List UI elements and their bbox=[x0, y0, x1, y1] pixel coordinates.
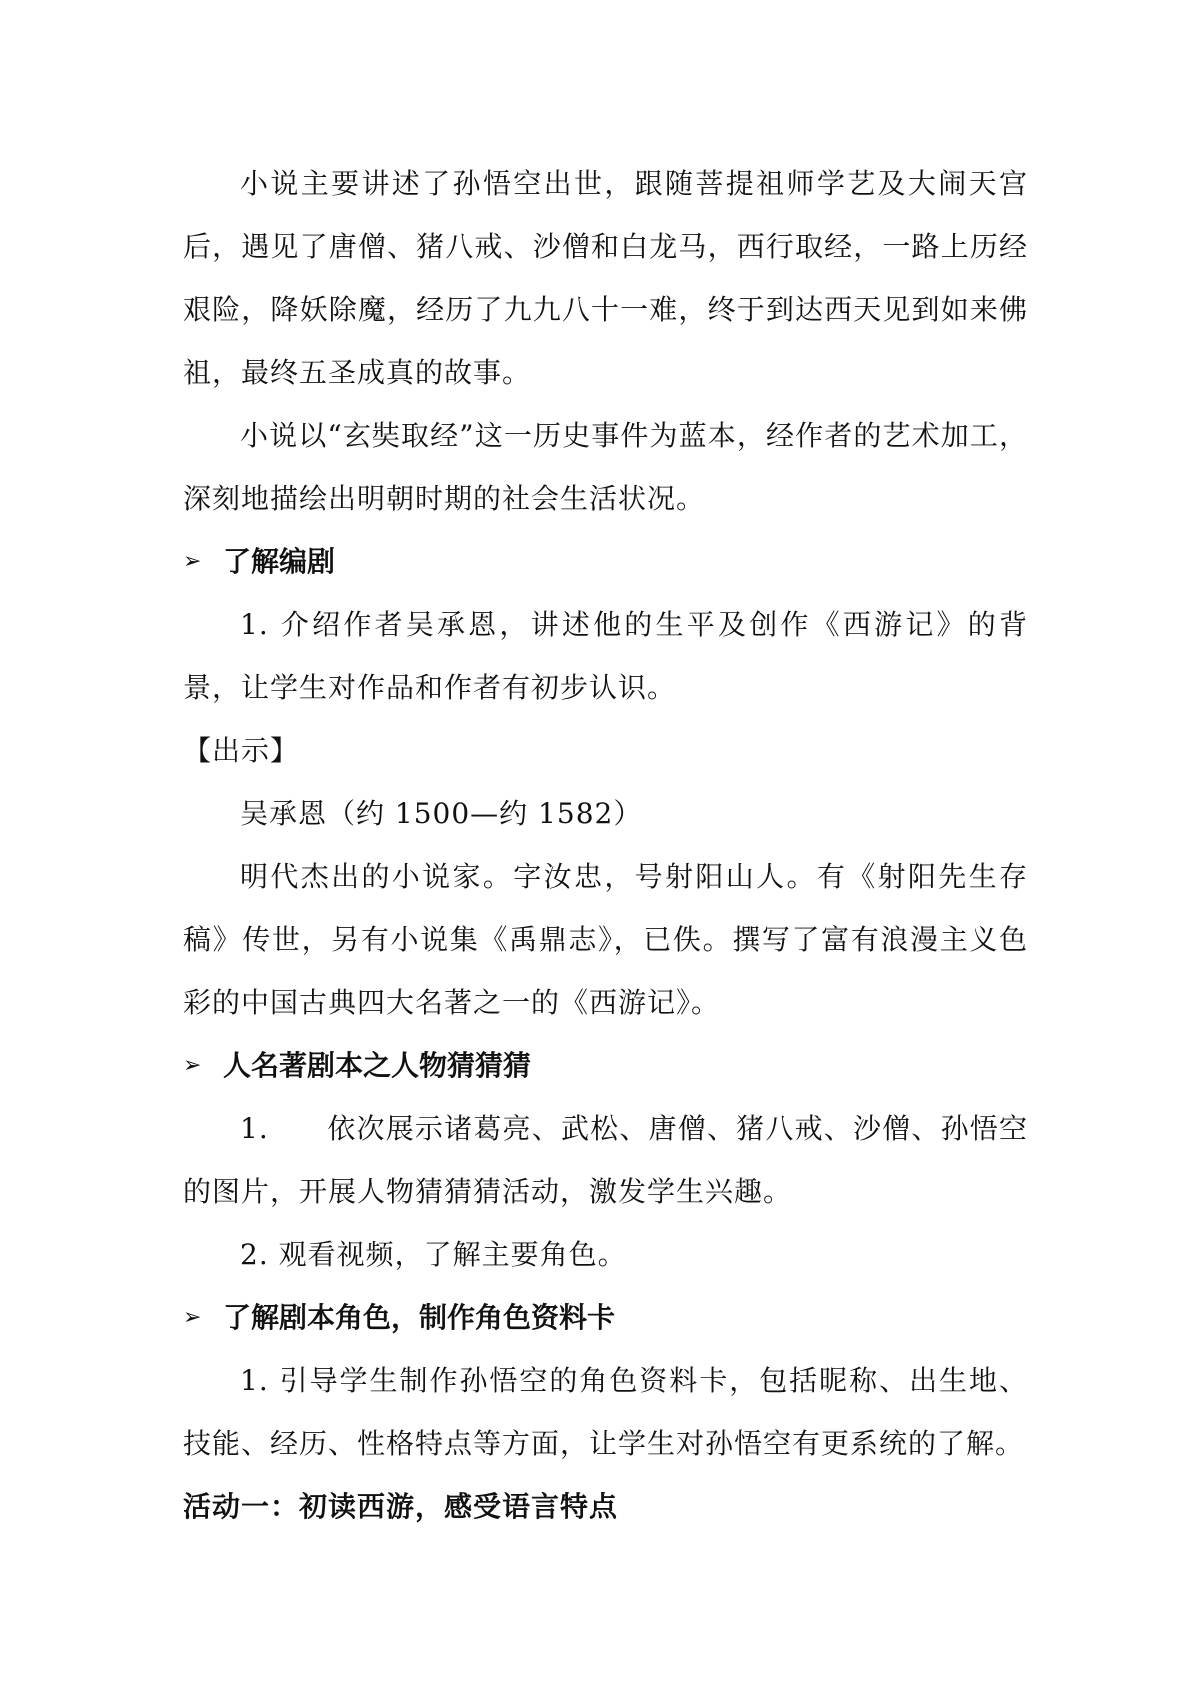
section-heading-author bbox=[183, 530, 1028, 593]
author-bio: 明代杰出的小说家。字汝忠，号射阳山人。有《射阳先生存稿》传世，另有小说集《禹鼎志》，已佚。撰写了富有浪漫主义色彩的中国古典四大名著之一的《西游记》。 bbox=[183, 860, 1028, 1019]
guess-item-2: 2. 观看视频，了解主要角色。 bbox=[240, 1238, 627, 1271]
document-body bbox=[183, 152, 1028, 1538]
section-heading-author-text: 了解编剧 bbox=[223, 545, 336, 578]
arrow-bullet-icon: ➢ bbox=[183, 1053, 202, 1078]
author-name: 吴承恩（约 1500—约 1582） bbox=[240, 797, 643, 830]
arrow-bullet-icon: ➢ bbox=[183, 1305, 202, 1330]
intro-paragraph-1: 小说主要讲述了孙悟空出世，跟随菩提祖师学艺及大闹天宫后，遇见了唐僧、猪八戒、沙僧和白龙马，西行取经，一路上历经艰险，降妖除魔，经历了九九八十一难，终于到达西天见到如来佛祖，最终五圣成真的故事。 bbox=[183, 167, 1028, 389]
guess-item-1: 1. 依次展示诸葛亮、武松、唐僧、猪八戒、沙僧、孙悟空的图片，开展人物猜猜猜活动，激发学生兴趣。 bbox=[183, 1112, 1028, 1208]
intro-paragraph-2: 小说以“玄奘取经”这一历史事件为蓝本，经作者的艺术加工，深刻地描绘出明朝时期的社会生活状况。 bbox=[183, 419, 1028, 515]
section-heading-guess bbox=[183, 1034, 1028, 1097]
arrow-bullet-icon: ➢ bbox=[183, 549, 202, 574]
section-heading-guess-text: 人名著剧本之人物猜猜猜 bbox=[223, 1049, 532, 1082]
show-label: 【出示】 bbox=[183, 734, 300, 767]
roles-item-1: 1. 引导学生制作孙悟空的角色资料卡，包括昵称、出生地、技能、经历、性格特点等方面，让学生对孙悟空有更系统的了解。 bbox=[183, 1364, 1028, 1460]
activity-1-title: 活动一：初读西游，感受语言特点 bbox=[183, 1490, 619, 1523]
section-heading-roles-text: 了解剧本角色，制作角色资料卡 bbox=[223, 1301, 616, 1334]
author-item-1: 1. 介绍作者吴承恩，讲述他的生平及创作《西游记》的背景，让学生对作品和作者有初步认识。 bbox=[183, 608, 1028, 704]
section-heading-roles bbox=[183, 1286, 1028, 1349]
